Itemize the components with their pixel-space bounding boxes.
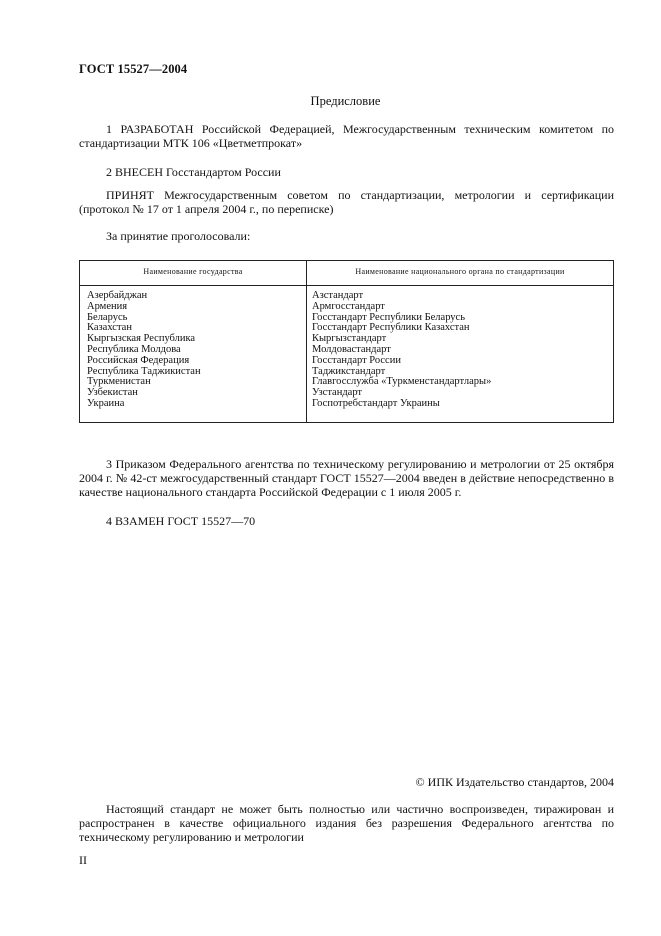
copyright-line: © ИПК Издательство стандартов, 2004 xyxy=(415,775,614,789)
section-title: Предисловие xyxy=(310,94,381,108)
state-cell: Республика Молдова xyxy=(87,343,181,355)
table-header-body: Наименование национального органа по стандартизации xyxy=(355,267,565,276)
paragraph-voted: За принятие проголосовали: xyxy=(106,229,251,243)
body-list xyxy=(312,291,491,410)
body-cell: Кыргызстандарт xyxy=(312,333,387,345)
body-cell: Молдовастандарт xyxy=(312,343,391,355)
body-cell: Госпотребстандарт Украины xyxy=(312,397,440,409)
paragraph-order: 3 Приказом Федерального агентства по техническому регулированию и метрологии от 25 октября 2004 г. № 42-ст межгосударственный стандарт ГОСТ 15527—2004 введен в действие непосредственно в качестве национального стандарта Российской Федерации с 1 июля 2005 г. xyxy=(79,457,614,499)
table-header-state: Наименование государства xyxy=(143,267,243,276)
body-cell: Узстандарт xyxy=(312,387,363,399)
reproduction-notice: Настоящий стандарт не может быть полностью или частично воспроизведен, тиражирован и распространен в качестве официального издания без разрешения Федерального агентства по техническому регулированию и метрологии xyxy=(79,802,614,844)
paragraph-introduced: 2 ВНЕСЕН Госстандартом России xyxy=(106,165,281,179)
state-cell: Узбекистан xyxy=(87,387,138,399)
body-cell: Азстандарт xyxy=(312,290,364,301)
state-cell: Армения xyxy=(87,300,128,312)
paragraph-adopted: ПРИНЯТ Межгосударственным советом по стандартизации, метрологии и сертификации (протокол № 17 от 1 апреля 2004 г., по переписке) xyxy=(79,188,614,216)
body-cell: Госстандарт России xyxy=(312,354,401,366)
body-cell: Госстандарт Республики Беларусь xyxy=(312,311,466,323)
paragraph-developed: 1 РАЗРАБОТАН Российской Федерацией, Межгосударственным техническим комитетом по стандартизации МТК 106 «Цветметпрокат» xyxy=(79,122,614,150)
state-cell: Кыргызская Республика xyxy=(87,333,196,345)
body-cell: Госстандарт Республики Казахстан xyxy=(312,322,470,334)
state-cell: Беларусь xyxy=(87,311,128,323)
state-cell: Казахстан xyxy=(87,322,132,334)
state-list xyxy=(87,291,201,410)
state-cell: Украина xyxy=(87,397,125,409)
body-cell: Таджикстандарт xyxy=(312,365,386,377)
table-header-divider xyxy=(80,285,613,286)
page-number: II xyxy=(79,853,87,867)
body-cell: Главгосслужба «Туркменстандартлары» xyxy=(312,376,492,388)
voting-table xyxy=(79,260,614,423)
document-code: ГОСТ 15527—2004 xyxy=(79,62,188,76)
state-cell: Российская Федерация xyxy=(87,354,190,366)
body-cell: Армгосстандарт xyxy=(312,300,385,312)
state-cell: Туркменистан xyxy=(87,376,151,388)
state-cell: Республика Таджикистан xyxy=(87,365,201,377)
state-cell: Азербайджан xyxy=(87,290,148,301)
paragraph-replaces: 4 ВЗАМЕН ГОСТ 15527—70 xyxy=(106,514,256,528)
